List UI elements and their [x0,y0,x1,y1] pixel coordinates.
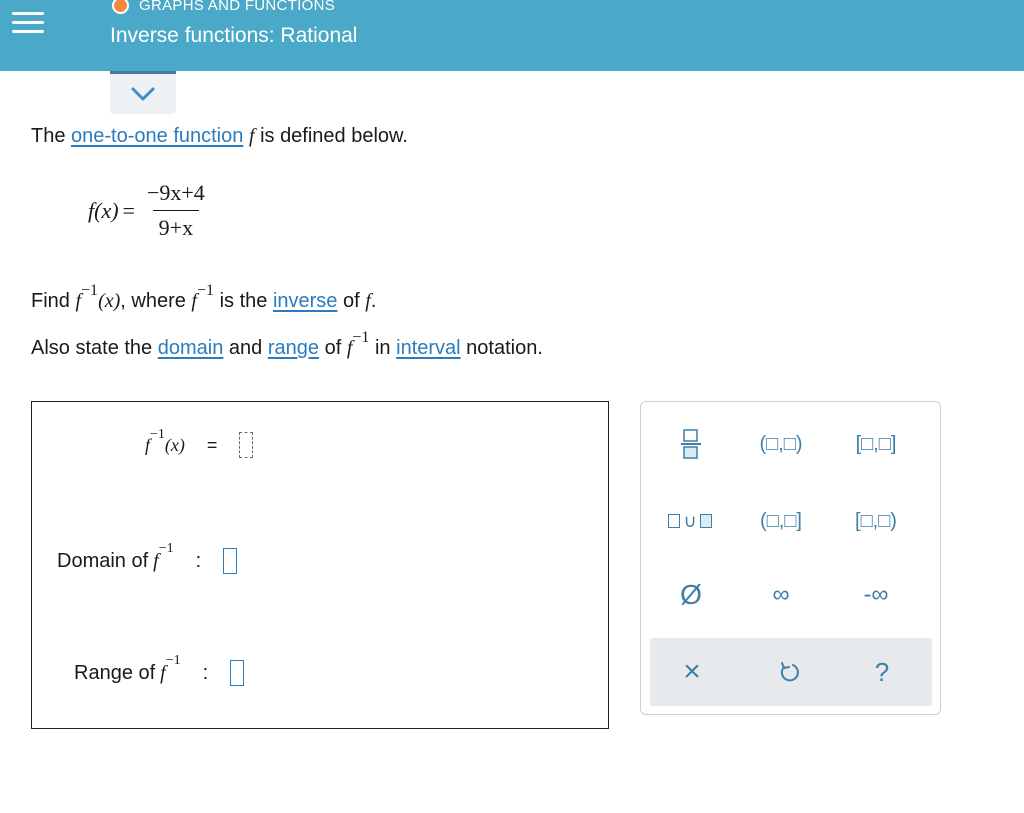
closed-open-interval-button[interactable]: [□,□) [855,509,897,532]
help-button[interactable]: ? [874,656,890,687]
x-arg: (x) [98,290,121,312]
inverse-exponent: −1 [150,427,165,442]
range-input[interactable] [230,660,244,686]
empty-set-button[interactable]: Ø [680,579,702,610]
colon: : [195,549,202,572]
f-var: f [191,290,197,312]
open-closed-interval-button[interactable]: (□,□] [760,509,802,532]
negative-infinity-button[interactable]: -∞ [863,581,889,608]
find-sentence [31,282,377,313]
f-var: f [160,661,166,684]
range-label: Range of [74,661,156,684]
fx-label: f(x) [88,197,119,223]
inverse-exponent: −1 [196,282,215,299]
inverse-exponent: −1 [81,282,99,299]
progress-dot-icon [112,0,129,14]
topic-label: GRAPHS AND FUNCTIONS [139,0,336,14]
union-icon[interactable]: ∪ [655,501,725,541]
answer-box [31,401,609,729]
range-answer-row [74,653,244,686]
colon: : [202,661,209,684]
inverse-exponent: −1 [352,329,370,346]
find-text: Find [31,290,70,312]
inverse-answer-row [145,427,253,458]
of-text: of [324,337,342,359]
clear-button[interactable]: × [683,655,701,688]
also-text: Also state the [31,337,153,359]
fraction-icon[interactable] [671,424,711,464]
range-link[interactable]: range [267,337,320,359]
inverse-exponent: −1 [165,653,181,668]
one-to-one-function-link[interactable]: one-to-one function [71,125,244,147]
inverse-link[interactable]: inverse [272,290,338,312]
infinity-button[interactable]: ∞ [772,581,790,608]
interval-link[interactable]: interval [396,337,461,359]
also-sentence [31,329,543,360]
denominator: 9+x [153,210,199,241]
keypad-action-bar [650,638,932,706]
f-var: f [75,290,82,312]
equals-sign: = [122,197,135,223]
intro-text-end: is defined below. [260,125,408,147]
math-keypad [640,401,941,715]
hamburger-menu-icon[interactable] [0,0,56,44]
domain-input[interactable] [223,548,237,574]
and-text: and [228,337,263,359]
in-text: in [374,337,391,359]
function-definition [88,180,211,241]
header-bar [0,0,1024,71]
of-text: of [343,290,360,312]
inverse-input[interactable] [239,432,253,458]
f-var: f [145,434,151,455]
numerator: −9x+4 [146,180,205,205]
domain-answer-row [57,541,237,574]
f-var: f [153,549,159,572]
is-the-text: is the [219,290,268,312]
open-open-interval-button[interactable]: (□,□) [759,432,803,455]
where-text: , where [120,290,186,312]
lesson-title: Inverse functions: Rational [110,24,358,47]
fraction [141,180,211,241]
period: . [370,290,377,312]
notation-text: notation. [466,337,543,359]
intro-text: The [31,125,66,147]
undo-icon[interactable] [769,652,809,692]
domain-link[interactable]: domain [157,337,224,359]
inverse-exponent: −1 [158,541,174,556]
equals-sign: = [206,434,218,455]
function-var: f [248,125,255,147]
expand-header-button[interactable] [110,71,176,114]
f-var: f [346,337,353,359]
intro-sentence [31,125,408,148]
f-var: f [365,290,371,312]
closed-closed-interval-button[interactable]: [□,□] [855,432,897,455]
chevron-down-icon [130,86,156,102]
topic-row [112,0,335,14]
domain-label: Domain of [57,549,149,572]
x-arg: (x) [164,434,185,455]
